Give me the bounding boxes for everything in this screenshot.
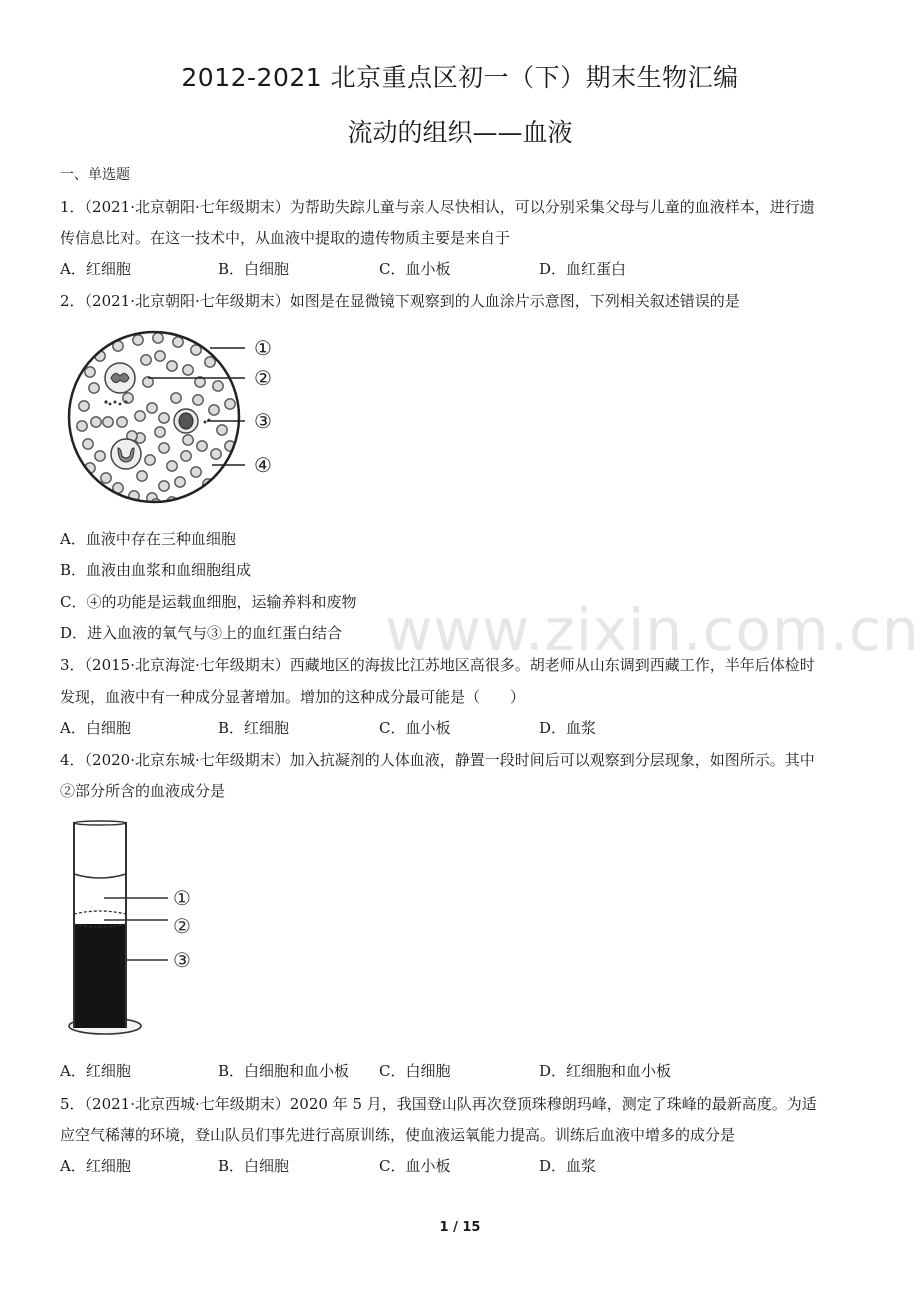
- question-2-option-a: A．血液中存在三种血细胞: [60, 530, 236, 548]
- red-blood-cell: [225, 399, 235, 409]
- red-blood-cell: [95, 451, 105, 461]
- red-blood-cell: [151, 499, 161, 509]
- red-blood-cell: [117, 417, 127, 427]
- red-blood-cell: [135, 411, 145, 421]
- tube-rim: [74, 821, 126, 825]
- smear-label-1: ①: [254, 336, 272, 360]
- red-blood-cell: [155, 427, 165, 437]
- tube-layer-1-surface: [74, 874, 126, 878]
- question-1-option-c: C．血小板: [379, 260, 451, 278]
- red-blood-cell: [217, 425, 227, 435]
- red-blood-cell: [133, 335, 143, 345]
- question-4-option-b: B．白细胞和血小板: [218, 1062, 350, 1080]
- question-1-option-d: D．血红蛋白: [539, 260, 627, 278]
- watermark: www.zixin.com.cn: [385, 596, 920, 664]
- red-blood-cell: [159, 481, 169, 491]
- question-5-option-a: A．红细胞: [60, 1157, 131, 1175]
- red-blood-cell: [147, 403, 157, 413]
- red-blood-cell: [137, 471, 147, 481]
- red-blood-cell: [209, 405, 219, 415]
- nucleated-cell: [174, 409, 198, 433]
- red-blood-cell: [123, 393, 133, 403]
- question-2-option-d: D．进入血液的氧气与③上的血红蛋白结合: [60, 624, 343, 642]
- red-blood-cell: [173, 337, 183, 347]
- question-5-stem-line-2: 应空气稀薄的环境，登山队员们事先进行高原训练，使血液运氧能力提高。训练后血液中增多的成分是: [60, 1126, 736, 1144]
- red-blood-cell: [171, 393, 181, 403]
- tube-layer-2-top: [74, 911, 126, 914]
- question-1-stem-line-1: 1．（2021·北京朝阳·七年级期末）为帮助失踪儿童与亲人尽快相认，可以分别采集父母与儿童的血液样本，进行遗: [60, 198, 815, 216]
- question-3-stem-line-2: 发现，血液中有一种成分显著增加。增加的这种成分最可能是（ ）: [60, 688, 526, 706]
- question-3-option-b: B．红细胞: [218, 719, 290, 737]
- red-blood-cell: [167, 461, 177, 471]
- white-blood-cell-1: [105, 363, 135, 393]
- blood-smear-figure: [60, 326, 290, 514]
- red-blood-cell: [181, 451, 191, 461]
- red-blood-cell: [191, 467, 201, 477]
- question-1-option-a: A．红细胞: [60, 260, 131, 278]
- red-blood-cell: [197, 441, 207, 451]
- red-blood-cell: [103, 417, 113, 427]
- red-blood-cell: [83, 439, 93, 449]
- document-subtitle: 流动的组织——血液: [347, 118, 573, 147]
- tube-label-1: ①: [173, 886, 191, 910]
- question-3-option-d: D．血浆: [539, 719, 597, 737]
- red-blood-cell: [77, 421, 87, 431]
- red-blood-cell: [205, 357, 215, 367]
- question-1-stem-line-2: 传信息比对。在这一技术中，从血液中提取的遗传物质主要是来自于: [60, 229, 511, 247]
- red-blood-cell: [153, 333, 163, 343]
- test-tube-figure: [64, 820, 204, 1038]
- question-2-option-b: B．血液由血浆和血细胞组成: [60, 561, 252, 579]
- question-3-option-c: C．血小板: [379, 719, 451, 737]
- red-blood-cell: [213, 381, 223, 391]
- question-3-stem-line-1: 3．（2015·北京海淀·七年级期末）西藏地区的海拔比江苏地区高很多。胡老师从山东调到西藏工作，半年后体检时: [60, 656, 815, 674]
- red-blood-cell: [193, 395, 203, 405]
- tube-layer-3: [74, 924, 126, 1028]
- smear-label-4: ④: [254, 453, 272, 477]
- red-blood-cell: [141, 355, 151, 365]
- white-blood-cell-2: [111, 439, 141, 469]
- red-blood-cell: [167, 361, 177, 371]
- question-5-stem-line-1: 5．（2021·北京西城·七年级期末）2020 年 5 月，我国登山队再次登顶珠穆朗玛峰，测定了珠峰的最新高度。为适: [60, 1095, 817, 1113]
- smear-label-3: ③: [254, 409, 272, 433]
- question-4-option-c: C．白细胞: [379, 1062, 451, 1080]
- section-heading: 一、单选题: [60, 167, 130, 183]
- document-title: 2012-2021 北京重点区初一（下）期末生物汇编: [181, 63, 739, 92]
- question-4-option-a: A．红细胞: [60, 1062, 131, 1080]
- page-number: 1 / 15: [439, 1220, 481, 1235]
- red-blood-cell: [145, 455, 155, 465]
- red-blood-cell: [155, 351, 165, 361]
- question-5-option-b: B．白细胞: [218, 1157, 290, 1175]
- red-blood-cell: [183, 365, 193, 375]
- question-4-option-d: D．红细胞和血小板: [539, 1062, 672, 1080]
- tube-label-2: ②: [173, 914, 191, 938]
- question-5-option-c: C．血小板: [379, 1157, 451, 1175]
- red-blood-cell: [91, 417, 101, 427]
- red-blood-cell: [159, 443, 169, 453]
- red-blood-cell: [159, 413, 169, 423]
- red-blood-cell: [89, 383, 99, 393]
- red-blood-cell: [211, 449, 221, 459]
- red-blood-cell: [183, 435, 193, 445]
- smear-label-2: ②: [254, 366, 272, 390]
- question-2-option-c: C．④的功能是运载血细胞，运输养料和废物: [60, 593, 357, 611]
- red-blood-cell: [79, 401, 89, 411]
- question-1-option-b: B．白细胞: [218, 260, 290, 278]
- red-blood-cell: [85, 367, 95, 377]
- red-blood-cell: [175, 477, 185, 487]
- question-4-stem-line-1: 4．（2020·北京东城·七年级期末）加入抗凝剂的人体血液，静置一段时间后可以观察到分层现象，如图所示。其中: [60, 751, 815, 769]
- tube-label-3: ③: [173, 948, 191, 972]
- question-4-stem-line-2: ②部分所含的血液成分是: [60, 782, 226, 800]
- question-5-option-d: D．血浆: [539, 1157, 597, 1175]
- question-2-stem: 2．（2021·北京朝阳·七年级期末）如图是在显微镜下观察到的人血涂片示意图，下列相关叙述错误的是: [60, 292, 740, 310]
- question-3-option-a: A．白细胞: [60, 719, 131, 737]
- red-blood-cell: [101, 473, 111, 483]
